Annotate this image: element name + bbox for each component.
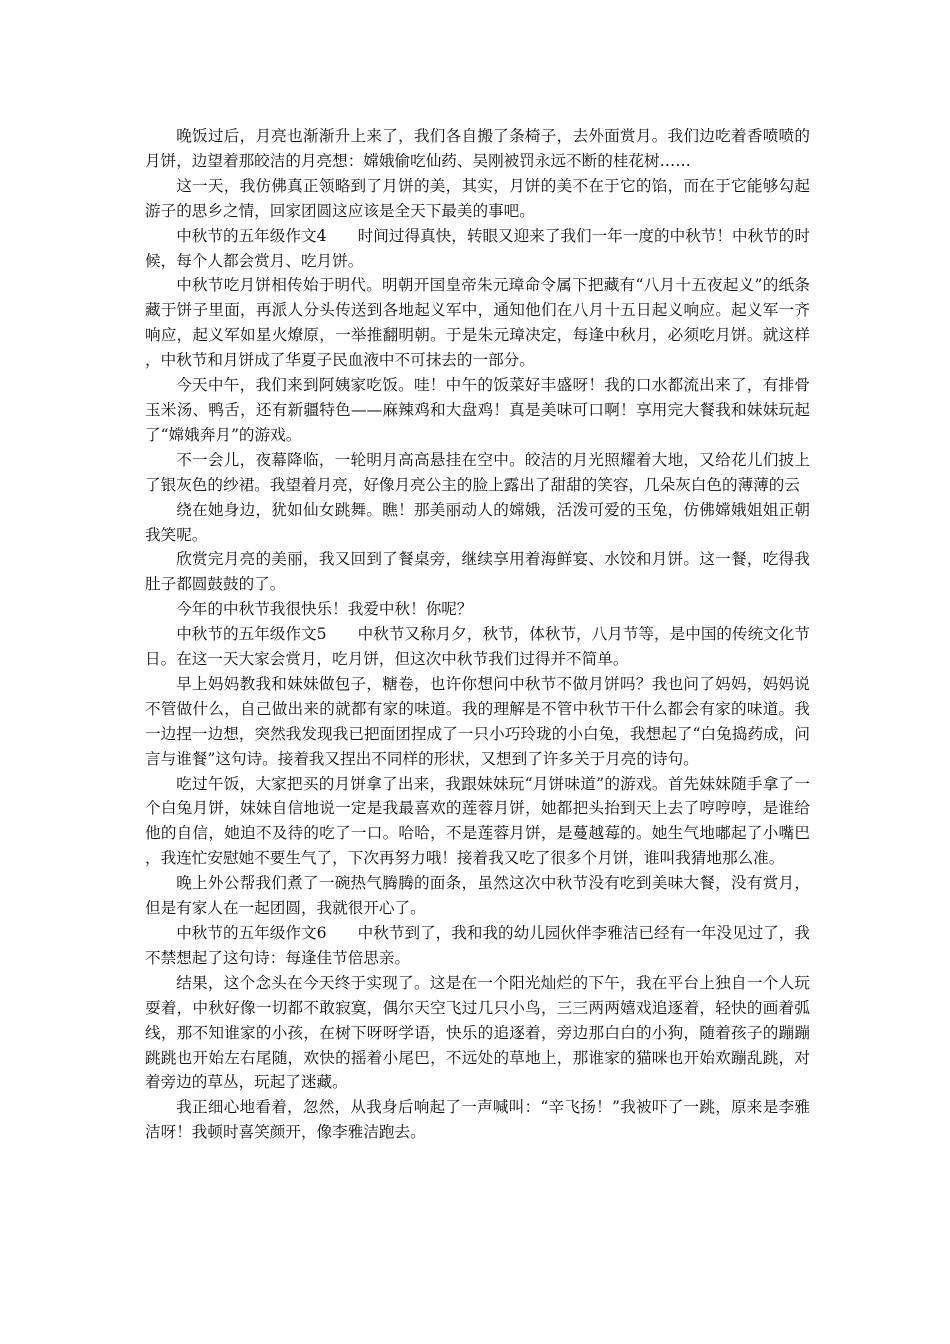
paragraph: 这一天，我仿佛真正领略到了月饼的美，其实，月饼的美不在于它的馅，而在于它能够勾起游子的思乡之情，回家团圆这应该是全天下最美的事吧。: [145, 176, 810, 220]
paragraph: 中秋节吃月饼相传始于明代。明朝开国皇帝朱元璋命令属下把藏有“八月十五夜起义”的纸条藏于饼子里面，再派人分头传送到各地起义军中，通知他们在八月十五日起义响应。起义军一齐响应，起义军如星火燎原，一举推翻明朝。于是朱元璋决定，每逢中秋月，必须吃月饼。就这样，中秋节和月饼成了华夏子民血液中不可抹去的一部分。: [145, 276, 810, 370]
document-body: [145, 124, 810, 1145]
paragraph-essay-4-heading: 中秋节的五年级作文4 时间过得真快，转眼又迎来了我们一年一度的中秋节！中秋节的时候，每个人都会赏月、吃月饼。: [145, 226, 810, 270]
paragraph-essay-6-heading: 中秋节的五年级作文6 中秋节到了，我和我的幼儿园伙伴李雅洁已经有一年没见过了，我不禁想起了这句诗：每逢佳节倍思亲。: [145, 924, 810, 967]
paragraph: 我正细心地看着，忽然，从我身后响起了一声喊叫：“辛飞扬！”我被吓了一跳，原来是李雅洁呀！我顿时喜笑颜开，像李雅洁跑去。: [145, 1098, 810, 1142]
paragraph: 吃过午饭，大家把买的月饼拿了出来，我跟妹妹玩“月饼味道”的游戏。首先妹妹随手拿了一个白兔月饼，妹妹自信地说一定是我最喜欢的莲蓉月饼，她都把头抬到天上去了哼哼哼，是谁给他的自信，她迫不及待的吃了一口。哈哈，不是莲蓉月饼，是蔓越莓的。她生气地嘟起了小嘴巴，我连忙安慰她不要生气了，下次再努力哦！接着我又吃了很多个月饼，谁叫我猜地那么准。: [145, 774, 810, 868]
paragraph: 不一会儿，夜幕降临，一轮明月高高悬挂在空中。皎洁的月光照耀着大地，又给花儿们披上了银灰色的纱裙。我望着月亮，好像月亮公主的脸上露出了甜甜的笑容，几朵灰白色的薄薄的云: [145, 450, 810, 494]
paragraph: 欣赏完月亮的美丽，我又回到了餐桌旁，继续享用着海鲜宴、水饺和月饼。这一餐，吃得我肚子都圆鼓鼓的了。: [145, 550, 810, 594]
paragraph: 今天中午，我们来到阿姨家吃饭。哇！中午的饭菜好丰盛呀！我的口水都流出来了，有排骨玉米汤、鸭舌，还有新疆特色——麻辣鸡和大盘鸡！真是美味可口啊！享用完大餐我和妹妹玩起了“嫦娥奔月”的游戏。: [145, 376, 810, 444]
paragraph: 晚上外公帮我们煮了一碗热气腾腾的面条，虽然这次中秋节没有吃到美味大餐，没有赏月，但是有家人在一起团圆，我就很开心了。: [145, 874, 810, 918]
paragraph: 晚饭过后，月亮也渐渐升上来了，我们各自搬了条椅子，去外面赏月。我们边吃着香喷喷的月饼，边望着那皎洁的月亮想：嫦娥偷吃仙药、吴刚被罚永远不断的桂花树……: [145, 127, 810, 170]
paragraph: 今年的中秋节我很快乐！我爱中秋！你呢？: [176, 600, 473, 619]
paragraph: 绕在她身边，犹如仙女跳舞。瞧！那美丽动人的嫦娥，活泼可爱的玉兔，仿佛嫦娥姐姐正朝我笑呢。: [145, 500, 810, 544]
paragraph: 结果，这个念头在今天终于实现了。这是在一个阳光灿烂的下午，我在平台上独自一个人玩耍着，中秋好像一切都不敢寂寞，偶尔天空飞过几只小鸟，三三两两嬉戏追逐着，轻快的画着弧线，那不知谁家的小孩，在树下呀呀学语，快乐的追逐着，旁边那白白的小狗，随着孩子的蹦蹦跳跳也开始左右尾随，欢快的摇着小尾巴，不远处的草地上，那谁家的猫咪也开始欢蹦乱跳，对着旁边的草丛，玩起了迷藏。: [145, 973, 810, 1092]
paragraph-essay-5-heading: 中秋节的五年级作文5 中秋节又称月夕，秋节，体秋节，八月节等，是中国的传统文化节日。在这一天大家会赏月，吃月饼，但这次中秋节我们过得并不简单。: [145, 625, 810, 669]
paragraph: 早上妈妈教我和妹妹做包子，糖卷，也许你想问中秋节不做月饼吗？我也问了妈妈，妈妈说不管做什么，自己做出来的就都有家的味道。我的理解是不管中秋节干什么都会有家的味道。我一边捏一边想，突然我发现我已把面团捏成了一只小巧玲珑的小白兔，我想起了“白兔捣药成，问言与谁餐”这句诗。接着我又捏出不同样的形状，又想到了许多关于月亮的诗句。: [145, 674, 810, 768]
